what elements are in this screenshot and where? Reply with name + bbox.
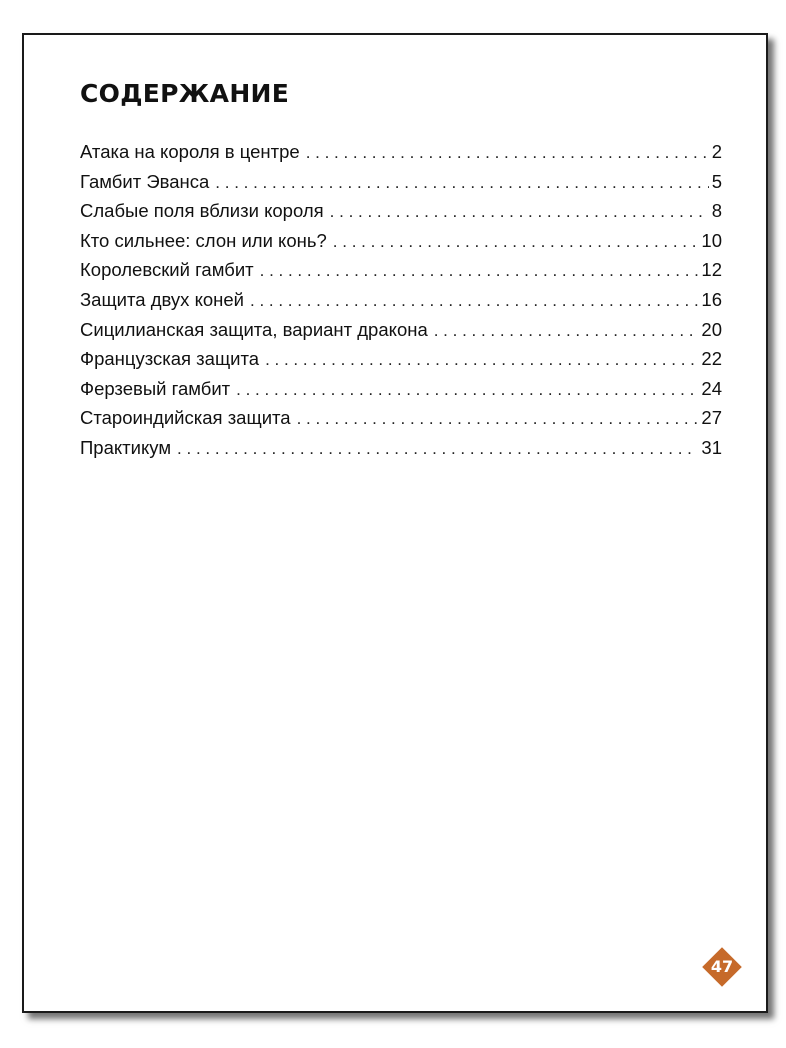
toc-entry-page: 27 — [701, 407, 722, 429]
page-title: СОДЕРЖАНИЕ — [80, 79, 290, 108]
toc-entry — [80, 378, 722, 408]
toc-entry — [80, 289, 722, 319]
toc-entry-title: Французская защита — [80, 348, 260, 370]
toc-leader-dots — [330, 202, 709, 222]
table-of-contents — [80, 141, 722, 467]
toc-entry — [80, 171, 722, 201]
toc-entry — [80, 200, 722, 230]
toc-entry-title: Ферзевый гамбит — [80, 377, 231, 399]
toc-entry-page: 12 — [701, 259, 722, 281]
toc-leader-dots — [260, 261, 699, 281]
toc-entry-title: Староиндийская защита — [80, 407, 291, 429]
toc-leader-dots — [250, 291, 698, 311]
toc-entry — [80, 407, 722, 437]
page-number-badge — [702, 947, 742, 987]
toc-entry-page: 5 — [711, 170, 722, 192]
toc-leader-dots — [306, 143, 709, 163]
toc-entry-page: 24 — [701, 377, 722, 399]
toc-entry — [80, 348, 722, 378]
toc-leader-dots — [434, 321, 699, 341]
toc-entry-page: 22 — [701, 348, 722, 370]
toc-entry — [80, 141, 722, 171]
toc-entry-title: Кто сильнее: слон или конь? — [80, 229, 327, 251]
toc-entry-page: 10 — [701, 229, 722, 251]
document-page — [22, 33, 768, 1013]
toc-entry-title: Защита двух коней — [80, 288, 244, 310]
toc-entry-title: Королевский гамбит — [80, 259, 254, 281]
toc-leader-dots — [215, 173, 708, 193]
toc-entry-page: 2 — [711, 141, 722, 162]
toc-entry-title: Сицилианская защита, вариант дракона — [80, 318, 428, 340]
toc-entry-page: 16 — [701, 288, 722, 310]
toc-leader-dots — [177, 439, 698, 459]
toc-entry-page: 8 — [711, 200, 722, 222]
toc-entry-title: Практикум — [80, 436, 172, 458]
toc-entry — [80, 319, 722, 349]
page-number: 47 — [710, 957, 734, 976]
toc-leader-dots — [265, 350, 698, 370]
toc-entry-page: 20 — [701, 318, 722, 340]
toc-leader-dots — [236, 380, 698, 400]
toc-entry — [80, 437, 722, 467]
toc-leader-dots — [297, 409, 699, 429]
toc-entry-title: Слабые поля вблизи короля — [80, 200, 324, 222]
toc-entry-title: Атака на короля в центре — [80, 141, 300, 162]
toc-entry — [80, 259, 722, 289]
toc-entry-page: 31 — [701, 436, 722, 458]
toc-entry — [80, 230, 722, 260]
toc-entry-title: Гамбит Эванса — [80, 170, 210, 192]
toc-leader-dots — [333, 232, 699, 252]
